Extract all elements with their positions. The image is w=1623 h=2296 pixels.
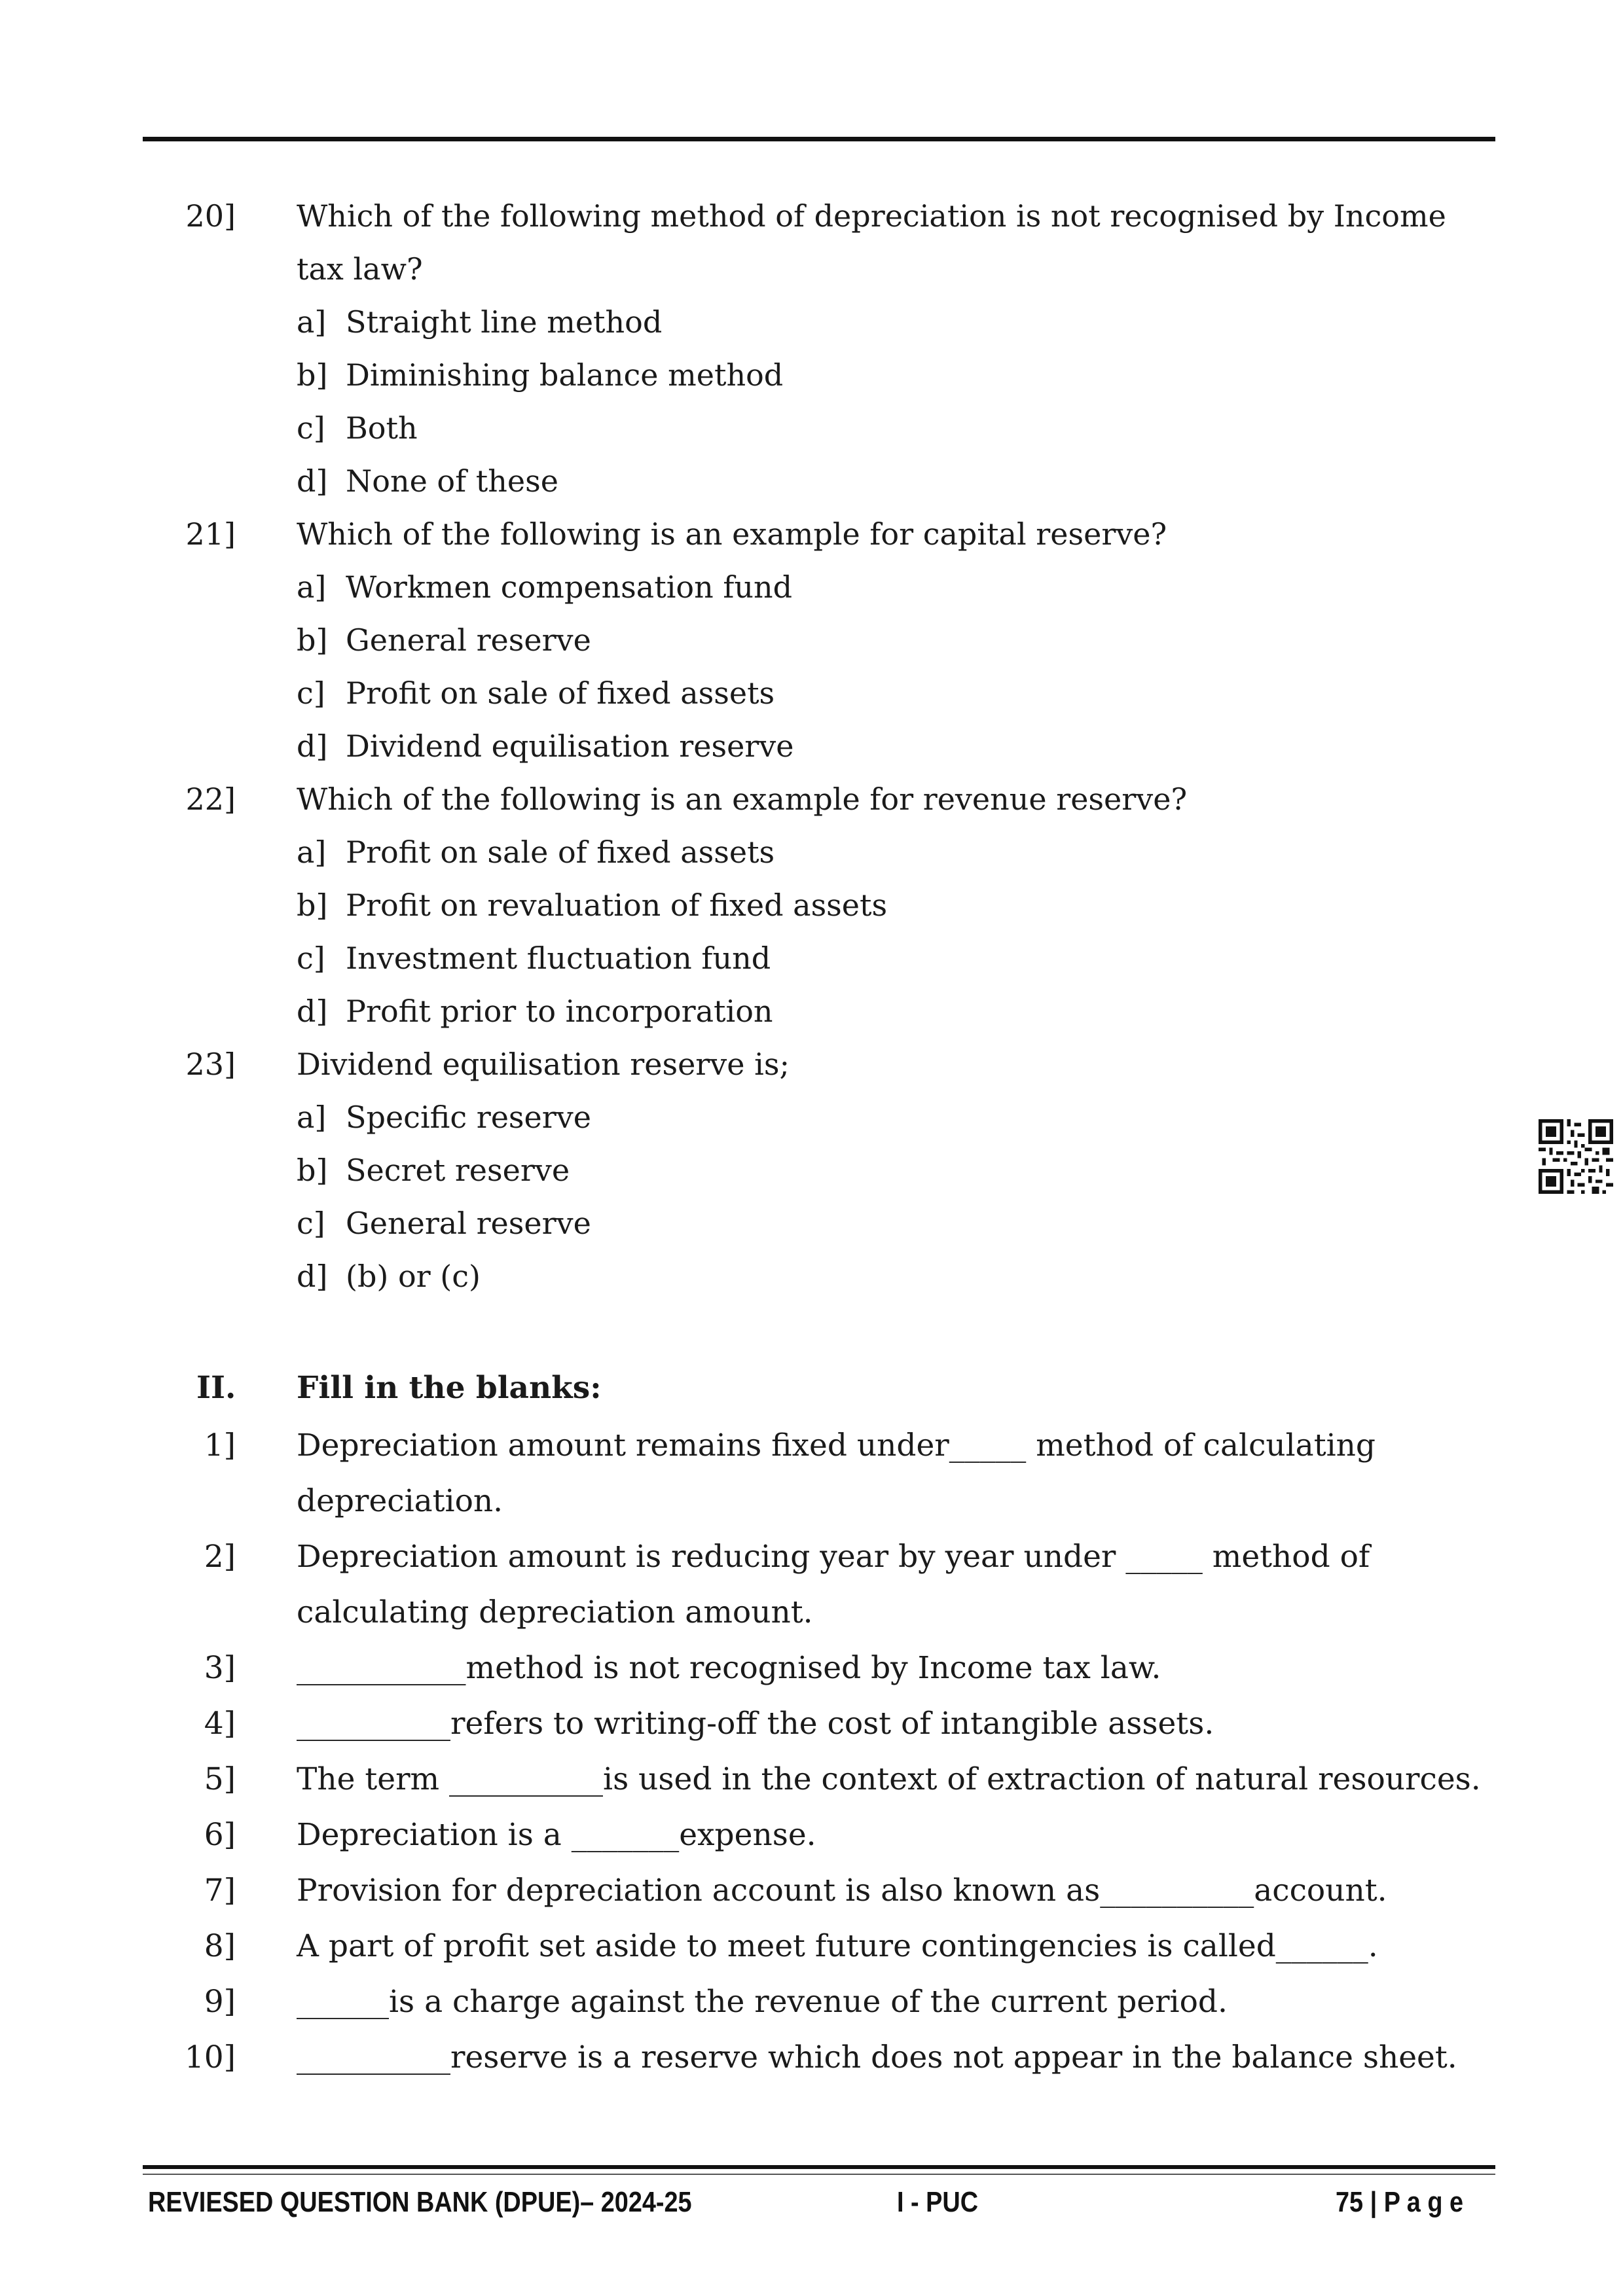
- option-letter: d]: [297, 994, 328, 1029]
- option-letter: d]: [297, 463, 328, 499]
- option-text: Profit on revaluation of fixed assets: [346, 888, 888, 923]
- option-text: Both: [346, 410, 418, 446]
- item-text: Depreciation amount remains fixed under_____ method of calculating depreciation.: [297, 1427, 1376, 1519]
- option-text: None of these: [346, 463, 558, 499]
- item-number: 5]: [204, 1761, 236, 1797]
- option-letter: b]: [297, 1153, 328, 1188]
- footer-page-number: 75 | P a g e: [1336, 2186, 1464, 2218]
- option-text: (b) or (c): [346, 1259, 481, 1294]
- question-number: 21]: [185, 516, 236, 552]
- section-number: II.: [196, 1370, 236, 1406]
- item-number: 4]: [204, 1706, 236, 1742]
- footer-document-title: REVIESED QUESTION BANK (DPUE)– 2024-25: [148, 2186, 692, 2218]
- footer-class: I - PUC: [897, 2186, 979, 2218]
- option-text: Investment fluctuation fund: [346, 941, 771, 976]
- item-number: 9]: [204, 1984, 236, 2020]
- option-letter: a]: [297, 1100, 327, 1135]
- item-text: A part of profit set aside to meet future contingencies is called______.: [297, 1928, 1378, 1964]
- question-text: Which of the following is an example for capital reserve?: [297, 516, 1167, 552]
- option-text: General reserve: [346, 622, 591, 658]
- item-number: 1]: [204, 1427, 236, 1463]
- question-text: Dividend equilisation reserve is;: [297, 1047, 790, 1082]
- item-text: ___________method is not recognised by Income tax law.: [297, 1650, 1161, 1686]
- option-text: Dividend equilisation reserve: [346, 728, 794, 764]
- item-number: 3]: [204, 1650, 236, 1686]
- option-letter: d]: [297, 728, 328, 764]
- item-text: Provision for depreciation account is also known as__________account.: [297, 1873, 1387, 1909]
- item-text: Depreciation is a _______expense.: [297, 1817, 816, 1853]
- option-text: Workmen compensation fund: [346, 569, 793, 605]
- option-text: Profit prior to incorporation: [346, 994, 773, 1029]
- option-letter: b]: [297, 357, 328, 393]
- option-letter: c]: [297, 410, 325, 446]
- option-letter: a]: [297, 569, 327, 605]
- option-text: Diminishing balance method: [346, 357, 784, 393]
- option-letter: b]: [297, 622, 328, 658]
- item-number: 10]: [184, 2039, 236, 2075]
- qr-code-icon: [1539, 1119, 1613, 1194]
- footer-rule: [143, 2165, 1495, 2169]
- option-letter: a]: [297, 304, 327, 340]
- option-letter: c]: [297, 1206, 325, 1241]
- option-letter: d]: [297, 1259, 328, 1294]
- question-text: Which of the following method of depreciation is not recognised by Income tax law?: [297, 198, 1446, 287]
- item-number: 6]: [204, 1817, 236, 1853]
- option-text: Specific reserve: [346, 1100, 591, 1135]
- item-number: 2]: [204, 1539, 236, 1575]
- item-text: The term __________is used in the context of extraction of natural resources.: [297, 1761, 1481, 1797]
- item-number: 8]: [204, 1928, 236, 1964]
- item-text: ______is a charge against the revenue of the current period.: [297, 1984, 1228, 2020]
- footer-rule-thin: [143, 2174, 1495, 2175]
- item-text: Depreciation amount is reducing year by year under _____ method of calculating depreciation amount.: [297, 1539, 1370, 1630]
- question-number: 20]: [185, 198, 236, 234]
- option-text: Profit on sale of fixed assets: [346, 675, 775, 711]
- option-text: General reserve: [346, 1206, 591, 1241]
- option-text: Profit on sale of fixed assets: [346, 834, 775, 870]
- item-number: 7]: [204, 1873, 236, 1909]
- question-text: Which of the following is an example for revenue reserve?: [297, 781, 1188, 817]
- option-letter: a]: [297, 834, 327, 870]
- section-title: Fill in the blanks:: [297, 1370, 602, 1406]
- option-text: Straight line method: [346, 304, 663, 340]
- question-number: 23]: [185, 1047, 236, 1082]
- option-letter: c]: [297, 941, 325, 976]
- question-number: 22]: [185, 781, 236, 817]
- option-letter: b]: [297, 888, 328, 923]
- option-text: Secret reserve: [346, 1153, 570, 1188]
- item-text: __________refers to writing-off the cost of intangible assets.: [297, 1706, 1214, 1742]
- option-letter: c]: [297, 675, 325, 711]
- item-text: __________reserve is a reserve which does not appear in the balance sheet.: [297, 2039, 1457, 2075]
